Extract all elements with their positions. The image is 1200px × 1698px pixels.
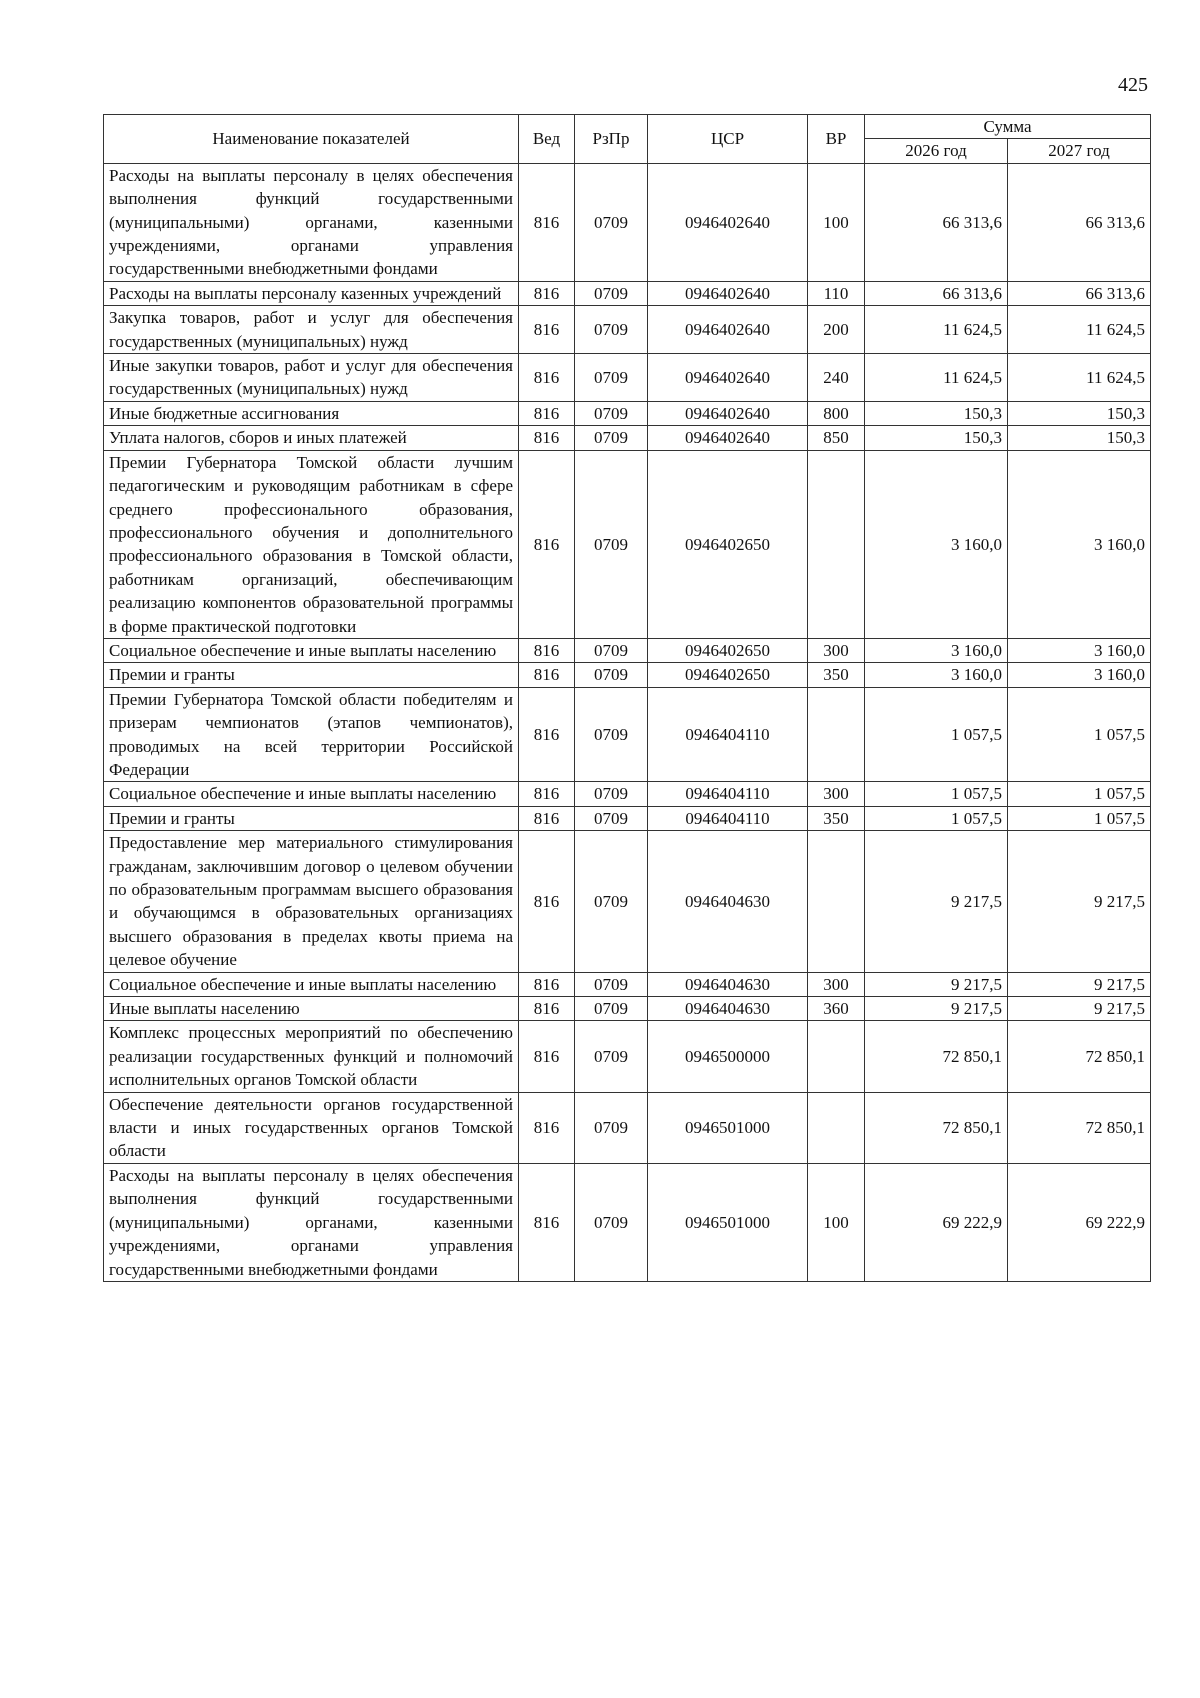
page-number: 425 <box>1118 74 1148 96</box>
cell-csr: 0946402650 <box>648 450 808 638</box>
cell-vr <box>808 1092 865 1163</box>
cell-rzpr: 0709 <box>575 426 648 450</box>
table-row <box>104 354 1151 402</box>
cell-name: Премии и гранты <box>104 806 519 830</box>
cell-rzpr: 0709 <box>575 1092 648 1163</box>
cell-vr <box>808 1021 865 1092</box>
cell-sum-2026: 11 624,5 <box>865 354 1008 402</box>
cell-csr: 0946500000 <box>648 1021 808 1092</box>
cell-sum-2026: 66 313,6 <box>865 281 1008 305</box>
cell-name: Расходы на выплаты персоналу казенных учреждений <box>104 281 519 305</box>
cell-sum-2026: 1 057,5 <box>865 687 1008 782</box>
cell-ved: 816 <box>519 831 575 972</box>
cell-vr: 110 <box>808 281 865 305</box>
header-ved: Вед <box>519 115 575 164</box>
cell-rzpr: 0709 <box>575 806 648 830</box>
cell-rzpr: 0709 <box>575 663 648 687</box>
cell-csr: 0946402640 <box>648 401 808 425</box>
cell-rzpr: 0709 <box>575 687 648 782</box>
table-row <box>104 831 1151 972</box>
cell-sum-2026: 9 217,5 <box>865 997 1008 1021</box>
cell-csr: 0946402640 <box>648 306 808 354</box>
cell-vr: 300 <box>808 782 865 806</box>
cell-csr: 0946402640 <box>648 354 808 402</box>
cell-ved: 816 <box>519 687 575 782</box>
cell-ved: 816 <box>519 1092 575 1163</box>
cell-name: Уплата налогов, сборов и иных платежей <box>104 426 519 450</box>
cell-csr: 0946404110 <box>648 687 808 782</box>
table-row <box>104 450 1151 638</box>
cell-csr: 0946404630 <box>648 831 808 972</box>
table-row <box>104 687 1151 782</box>
cell-sum-2026: 3 160,0 <box>865 663 1008 687</box>
cell-ved: 816 <box>519 450 575 638</box>
cell-sum-2027: 11 624,5 <box>1008 354 1151 402</box>
cell-sum-2026: 72 850,1 <box>865 1021 1008 1092</box>
cell-name: Премии и гранты <box>104 663 519 687</box>
cell-vr: 100 <box>808 1163 865 1281</box>
cell-sum-2026: 66 313,6 <box>865 163 1008 281</box>
cell-csr: 0946402640 <box>648 281 808 305</box>
header-name: Наименование показателей <box>104 115 519 164</box>
cell-name: Социальное обеспечение и иные выплаты населению <box>104 782 519 806</box>
cell-sum-2026: 1 057,5 <box>865 782 1008 806</box>
cell-rzpr: 0709 <box>575 306 648 354</box>
budget-table <box>103 114 1151 1282</box>
cell-name: Иные закупки товаров, работ и услуг для обеспечения государственных (муниципальных) нужд <box>104 354 519 402</box>
cell-ved: 816 <box>519 354 575 402</box>
table-header <box>104 115 1151 164</box>
cell-ved: 816 <box>519 806 575 830</box>
cell-ved: 816 <box>519 663 575 687</box>
cell-ved: 816 <box>519 972 575 996</box>
cell-sum-2026: 3 160,0 <box>865 450 1008 638</box>
cell-ved: 816 <box>519 306 575 354</box>
cell-csr: 0946501000 <box>648 1092 808 1163</box>
cell-vr: 300 <box>808 972 865 996</box>
cell-ved: 816 <box>519 401 575 425</box>
cell-vr: 350 <box>808 806 865 830</box>
cell-sum-2027: 69 222,9 <box>1008 1163 1151 1281</box>
cell-vr: 200 <box>808 306 865 354</box>
cell-name: Иные выплаты населению <box>104 997 519 1021</box>
table-row <box>104 997 1151 1021</box>
cell-sum-2027: 1 057,5 <box>1008 687 1151 782</box>
cell-name: Премии Губернатора Томской области лучшим педагогическим и руководящим работникам в сфере среднего профессионального образования, профессионального обучения и дополнительного профессионального образования в Томской области, работникам организаций, обеспечивающим реализацию компонентов образовательной программы в форме практической подготовки <box>104 450 519 638</box>
cell-name: Предоставление мер материального стимулирования гражданам, заключившим договор о целевом обучении по образовательным программам высшего образования и обучающимся в образовательных организациях высшего образования в пределах квоты приема на целевое обучение <box>104 831 519 972</box>
cell-name: Закупка товаров, работ и услуг для обеспечения государственных (муниципальных) нужд <box>104 306 519 354</box>
header-year-2027: 2027 год <box>1008 139 1151 163</box>
cell-ved: 816 <box>519 638 575 662</box>
cell-csr: 0946404110 <box>648 782 808 806</box>
cell-ved: 816 <box>519 1021 575 1092</box>
cell-sum-2027: 3 160,0 <box>1008 638 1151 662</box>
cell-name: Иные бюджетные ассигнования <box>104 401 519 425</box>
cell-sum-2027: 3 160,0 <box>1008 450 1151 638</box>
cell-rzpr: 0709 <box>575 1021 648 1092</box>
table-row <box>104 782 1151 806</box>
header-rzpr: РзПр <box>575 115 648 164</box>
cell-name: Обеспечение деятельности органов государственной власти и иных государственных органов Томской области <box>104 1092 519 1163</box>
cell-sum-2026: 69 222,9 <box>865 1163 1008 1281</box>
cell-sum-2027: 9 217,5 <box>1008 972 1151 996</box>
cell-vr: 350 <box>808 663 865 687</box>
table-row <box>104 401 1151 425</box>
cell-sum-2026: 9 217,5 <box>865 972 1008 996</box>
cell-csr: 0946404110 <box>648 806 808 830</box>
header-csr: ЦСР <box>648 115 808 164</box>
cell-rzpr: 0709 <box>575 972 648 996</box>
cell-ved: 816 <box>519 163 575 281</box>
cell-rzpr: 0709 <box>575 401 648 425</box>
table-row <box>104 806 1151 830</box>
cell-vr: 850 <box>808 426 865 450</box>
cell-csr: 0946402650 <box>648 663 808 687</box>
cell-name: Социальное обеспечение и иные выплаты населению <box>104 972 519 996</box>
table-row <box>104 972 1151 996</box>
cell-ved: 816 <box>519 281 575 305</box>
cell-sum-2027: 9 217,5 <box>1008 997 1151 1021</box>
table-row <box>104 1021 1151 1092</box>
cell-vr <box>808 450 865 638</box>
cell-ved: 816 <box>519 1163 575 1281</box>
cell-rzpr: 0709 <box>575 281 648 305</box>
cell-csr: 0946501000 <box>648 1163 808 1281</box>
cell-name: Премии Губернатора Томской области победителям и призерам чемпионатов (этапов чемпионатов), проводимых на всей территории Российской Федерации <box>104 687 519 782</box>
cell-csr: 0946402640 <box>648 426 808 450</box>
cell-sum-2026: 11 624,5 <box>865 306 1008 354</box>
cell-vr: 100 <box>808 163 865 281</box>
cell-vr <box>808 687 865 782</box>
table-row <box>104 426 1151 450</box>
header-vr: ВР <box>808 115 865 164</box>
cell-sum-2027: 72 850,1 <box>1008 1092 1151 1163</box>
table-row <box>104 163 1151 281</box>
cell-vr: 360 <box>808 997 865 1021</box>
cell-sum-2027: 66 313,6 <box>1008 163 1151 281</box>
cell-sum-2026: 150,3 <box>865 426 1008 450</box>
cell-rzpr: 0709 <box>575 782 648 806</box>
cell-sum-2027: 9 217,5 <box>1008 831 1151 972</box>
cell-vr <box>808 831 865 972</box>
cell-name: Расходы на выплаты персоналу в целях обеспечения выполнения функций государственными (муниципальными) органами, казенными учреждениями, органами управления государственными внебюджетными фондами <box>104 1163 519 1281</box>
cell-rzpr: 0709 <box>575 450 648 638</box>
cell-rzpr: 0709 <box>575 997 648 1021</box>
cell-sum-2026: 3 160,0 <box>865 638 1008 662</box>
table-row <box>104 1163 1151 1281</box>
cell-csr: 0946402640 <box>648 163 808 281</box>
cell-rzpr: 0709 <box>575 831 648 972</box>
cell-sum-2026: 150,3 <box>865 401 1008 425</box>
cell-sum-2027: 1 057,5 <box>1008 806 1151 830</box>
table-row <box>104 281 1151 305</box>
cell-rzpr: 0709 <box>575 354 648 402</box>
cell-sum-2026: 72 850,1 <box>865 1092 1008 1163</box>
cell-vr: 240 <box>808 354 865 402</box>
cell-name: Расходы на выплаты персоналу в целях обеспечения выполнения функций государственными (муниципальными) органами, казенными учреждениями, органами управления государственными внебюджетными фондами <box>104 163 519 281</box>
cell-vr: 800 <box>808 401 865 425</box>
header-year-2026: 2026 год <box>865 139 1008 163</box>
cell-sum-2027: 3 160,0 <box>1008 663 1151 687</box>
table-row <box>104 663 1151 687</box>
cell-sum-2027: 11 624,5 <box>1008 306 1151 354</box>
cell-vr: 300 <box>808 638 865 662</box>
cell-sum-2027: 150,3 <box>1008 401 1151 425</box>
cell-csr: 0946404630 <box>648 972 808 996</box>
cell-sum-2026: 1 057,5 <box>865 806 1008 830</box>
table-body <box>104 163 1151 1281</box>
cell-sum-2027: 150,3 <box>1008 426 1151 450</box>
cell-name: Социальное обеспечение и иные выплаты населению <box>104 638 519 662</box>
table-row <box>104 306 1151 354</box>
cell-sum-2027: 66 313,6 <box>1008 281 1151 305</box>
cell-sum-2027: 1 057,5 <box>1008 782 1151 806</box>
cell-name: Комплекс процессных мероприятий по обеспечению реализации государственных функций и полномочий исполнительных органов Томской области <box>104 1021 519 1092</box>
cell-csr: 0946404630 <box>648 997 808 1021</box>
cell-sum-2027: 72 850,1 <box>1008 1021 1151 1092</box>
cell-csr: 0946402650 <box>648 638 808 662</box>
cell-rzpr: 0709 <box>575 638 648 662</box>
table-row <box>104 638 1151 662</box>
cell-sum-2026: 9 217,5 <box>865 831 1008 972</box>
table-row <box>104 1092 1151 1163</box>
cell-ved: 816 <box>519 426 575 450</box>
cell-rzpr: 0709 <box>575 1163 648 1281</box>
cell-rzpr: 0709 <box>575 163 648 281</box>
header-sum: Сумма <box>865 115 1151 139</box>
cell-ved: 816 <box>519 782 575 806</box>
cell-ved: 816 <box>519 997 575 1021</box>
